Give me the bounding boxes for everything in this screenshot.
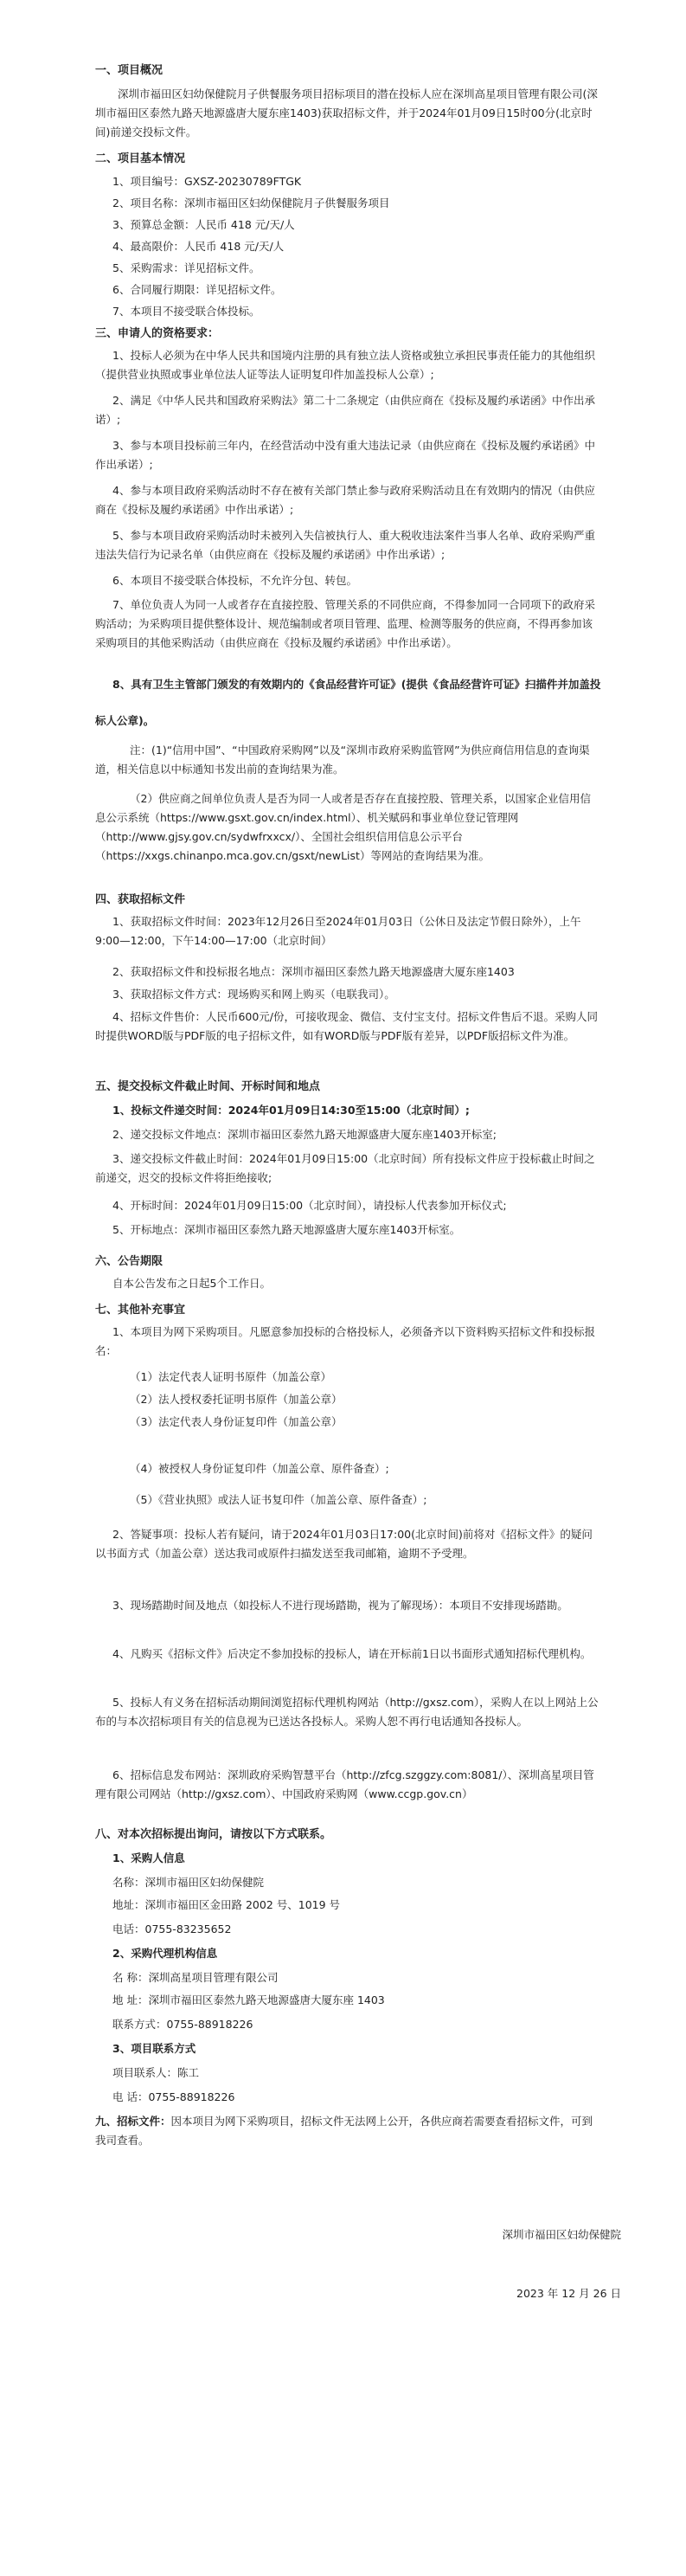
section-6-title: 六、公告期限: [95, 1255, 163, 1268]
s3-item-5: 5、参与本项目政府采购活动时未被列入失信被执行人、重大税收违法案件当事人名单、政府采购严重违法失信行为记录名单（由供应商在《投标及履约承诺函》中作出承诺）;: [95, 529, 595, 561]
s2-item-2: 2、项目名称：深圳市福田区妇幼保健院月子供餐服务项目: [112, 196, 390, 209]
s5-item-1: 1、投标文件递交时间：2024年01月09日14:30至15:00（北京时间）;: [112, 1104, 470, 1117]
s7-paragraph-3: 3、现场踏勘时间及地点（如投标人不进行现场踏勘，视为了解现场）：本项目不安排现场踏勘。: [112, 1599, 568, 1612]
s2-item-1: 1、项目编号：GXSZ-20230789FTGK: [112, 175, 302, 188]
section-9-title: 九、招标文件：: [95, 2115, 171, 2128]
s5-item-5: 5、开标地点：深圳市福田区泰然九路天地源盛唐大厦东座1403开标室。: [112, 1223, 461, 1236]
s7-paragraph-4: 4、凡购买《招标文件》后决定不参加投标的投标人，请在开标前1日以书面形式通知招标代理机构。: [112, 1647, 592, 1660]
s4-item-1: 1、获取招标文件时间：2023年12月26日至2024年01月03日（公休日及法定节假日除外），上午9:00—12:00，下午14:00—17:00（北京时间）: [95, 915, 581, 947]
s3-item-2: 2、满足《中华人民共和国政府采购法》第二十二条规定（由供应商在《投标及履约承诺函》中作出承诺）;: [95, 394, 595, 426]
s2-item-6: 6、合同履行期限：详见招标文件。: [112, 283, 282, 296]
s8-contact-1-title: 1、采购人信息: [112, 1852, 185, 1864]
s3-item-8: 8、具有卫生主管部门颁发的有效期内的《食品经营许可证》(提供《食品经营许可证》扫描件并加盖投标人公章)。: [95, 678, 601, 727]
section-1-title: 一、项目概况: [95, 64, 163, 77]
s7-list-3: （3）法定代表人身份证复印件（加盖公章）: [130, 1415, 343, 1428]
s7-list-2: （2）法人授权委托证明书原件（加盖公章）: [130, 1393, 343, 1406]
s3-item-3: 3、参与本项目投标前三年内，在经营活动中没有重大违法记录（由供应商在《投标及履约承诺函》中作出承诺）;: [95, 439, 595, 471]
s4-item-4: 4、招标文件售价：人民币600元/份，可接收现金、微信、支付宝支付。招标文件售后不退。采购人同时提供WORD版与PDF版的电子招标文件，如有WORD版与PDF版有差异，以PDF版招标文件为准。: [95, 1010, 599, 1042]
section-5-title: 五、提交投标文件截止时间、开标时间和地点: [95, 1080, 321, 1093]
s8-contact-2-name: 名 称：深圳高星项目管理有限公司: [112, 1971, 279, 1984]
section-9: [95, 2112, 601, 2150]
s3-item-7: 7、单位负责人为同一人或者存在直接控股、管理关系的不同供应商，不得参加同一合同项下的政府采购活动；为采购项目提供整体设计、规范编制或者项目管理、监理、检测等服务的供应商，不得再参加该采购项目的其他采购活动（由供应商在《投标及履约承诺函》中作出承诺）。: [95, 598, 595, 649]
s7-paragraph-1: 1、本项目为网下采购项目。凡愿意参加投标的合格投标人，必须备齐以下资料购买招标文件和投标报名：: [95, 1325, 595, 1357]
section-4-title: 四、获取招标文件: [95, 893, 186, 906]
footer-date: 2023 年 12 月 26 日: [516, 2287, 621, 2300]
s6-paragraph: 自本公告发布之日起5个工作日。: [112, 1277, 271, 1290]
s5-item-2: 2、递交投标文件地点：深圳市福田区泰然九路天地源盛唐大厦东座1403开标室;: [112, 1128, 497, 1141]
s2-item-5: 5、采购需求：详见招标文件。: [112, 261, 260, 274]
s3-item-1: 1、投标人必须为在中华人民共和国境内注册的具有独立法人资格或独立承担民事责任能力的其他组织（提供营业执照或事业单位法人证等法人证明复印件加盖投标人公章）;: [95, 349, 595, 381]
s8-contact-1-address: 地址：深圳市福田区金田路 2002 号、1019 号: [112, 1898, 341, 1911]
s2-item-4: 4、最高限价：人民币 418 元/天/人: [112, 240, 285, 253]
s8-contact-2-phone: 联系方式：0755-88918226: [112, 2018, 253, 2031]
section-1-paragraph: 深圳市福田区妇幼保健院月子供餐服务项目招标项目的潜在投标人应在深圳高星项目管理有限公司(深圳市福田区泰然九路天地源盛唐大厦东座1403)获取招标文件，并于2024年01月09日15时00分(北京时间)前递交投标文件。: [95, 87, 598, 138]
s7-list-4: （4）被授权人身份证复印件（加盖公章、原件备查）;: [130, 1462, 389, 1475]
s4-item-2: 2、获取招标文件和投标报名地点：深圳市福田区泰然九路天地源盛唐大厦东座1403: [112, 965, 515, 978]
footer-org: 深圳市福田区妇幼保健院: [502, 2228, 621, 2241]
s2-item-3: 3、预算总金额：人民币 418 元/天/人: [112, 218, 295, 231]
s7-list-1: （1）法定代表人证明书原件（加盖公章）: [130, 1370, 331, 1383]
s8-contact-1-name: 名称：深圳市福田区妇幼保健院: [112, 1876, 265, 1889]
s7-list-5: （5）《营业执照》或法人证书复印件（加盖公章、原件备查）;: [130, 1493, 427, 1506]
s8-contact-3-name: 项目联系人：陈工: [112, 2066, 200, 2079]
s3-note-1: 注：(1)“信用中国”、“中国政府采购网”以及“深圳市政府采购监管网”为供应商信用信息的查询渠道，相关信息以中标通知书发出前的查询结果为准。: [95, 744, 590, 776]
s3-note-2: （2）供应商之间单位负责人是否为同一人或者是否存在直接控股、管理关系，以国家企业信用信息公示系统（https://www.gsxt.gov.cn/index.html）、机关赋码和事业单位登记管理网（http://www.gjsy.gov.cn/sydwfrxxcx/）、全国社会组织信用信息公示平台（https://xxgs.chinanpo.mca.gov.cn/gsxt/newList）等网站的查询结果为准。: [95, 792, 591, 862]
section-3-title: 三、申请人的资格要求：: [95, 327, 220, 340]
section-8-title: 八、对本次招标提出询问，请按以下方式联系。: [95, 1828, 332, 1841]
s8-contact-2-address: 地 址：深圳市福田区泰然九路天地源盛唐大厦东座 1403: [112, 1993, 385, 2006]
s7-paragraph-6: 6、招标信息发布网站：深圳政府采购智慧平台（http://zfcg.szggzy.com:8081/）、深圳高星项目管理有限公司网站（http://gxsz.com）、中国政府采购网（www.ccgp.gov.cn）: [95, 1768, 594, 1800]
s3-item-4: 4、参与本项目政府采购活动时不存在被有关部门禁止参与政府采购活动且在有效期内的情况（由供应商在《投标及履约承诺函》中作出承诺）;: [95, 484, 595, 516]
s8-contact-3-phone: 电 话：0755-88918226: [112, 2090, 235, 2103]
s8-contact-1-phone: 电话：0755-83235652: [112, 1922, 232, 1935]
s7-paragraph-2: 2、答疑事项：投标人若有疑问，请于2024年01月03日17:00(北京时间)前将对《招标文件》的疑问以书面方式（加盖公章）送达我司或原件扫描发送至我司邮箱，逾期不予受理。: [95, 1528, 593, 1560]
s3-item-6: 6、本项目不接受联合体投标，不允许分包、转包。: [112, 574, 357, 587]
s4-item-3: 3、获取招标文件方式：现场购买和网上购买（电联我司）。: [112, 988, 395, 1001]
section-7-title: 七、其他补充事宜: [95, 1304, 186, 1317]
s8-contact-3-title: 3、项目联系方式: [112, 2042, 196, 2055]
s2-item-7: 7、本项目不接受联合体投标。: [112, 305, 260, 318]
section-9-text: 因本项目为网下采购项目，招标文件无法网上公开，各供应商若需要查看招标文件，可到我司查看。: [95, 2115, 593, 2147]
s7-paragraph-5: 5、投标人有义务在招标活动期间浏览招标代理机构网站（http://gxsz.com），采购人在以上网站上公布的与本次招标项目有关的信息视为已送达各投标人。采购人恕不再行电话通知各投标人。: [95, 1696, 599, 1728]
section-2-title: 二、项目基本情况: [95, 152, 186, 165]
s8-contact-2-title: 2、采购代理机构信息: [112, 1947, 218, 1960]
s5-item-3: 3、递交投标文件截止时间：2024年01月09日15:00（北京时间）所有投标文件应于投标截止时间之前递交，迟交的投标文件将拒绝接收;: [95, 1152, 595, 1184]
s5-item-4: 4、开标时间：2024年01月09日15:00（北京时间），请投标人代表参加开标仪式;: [112, 1199, 507, 1212]
